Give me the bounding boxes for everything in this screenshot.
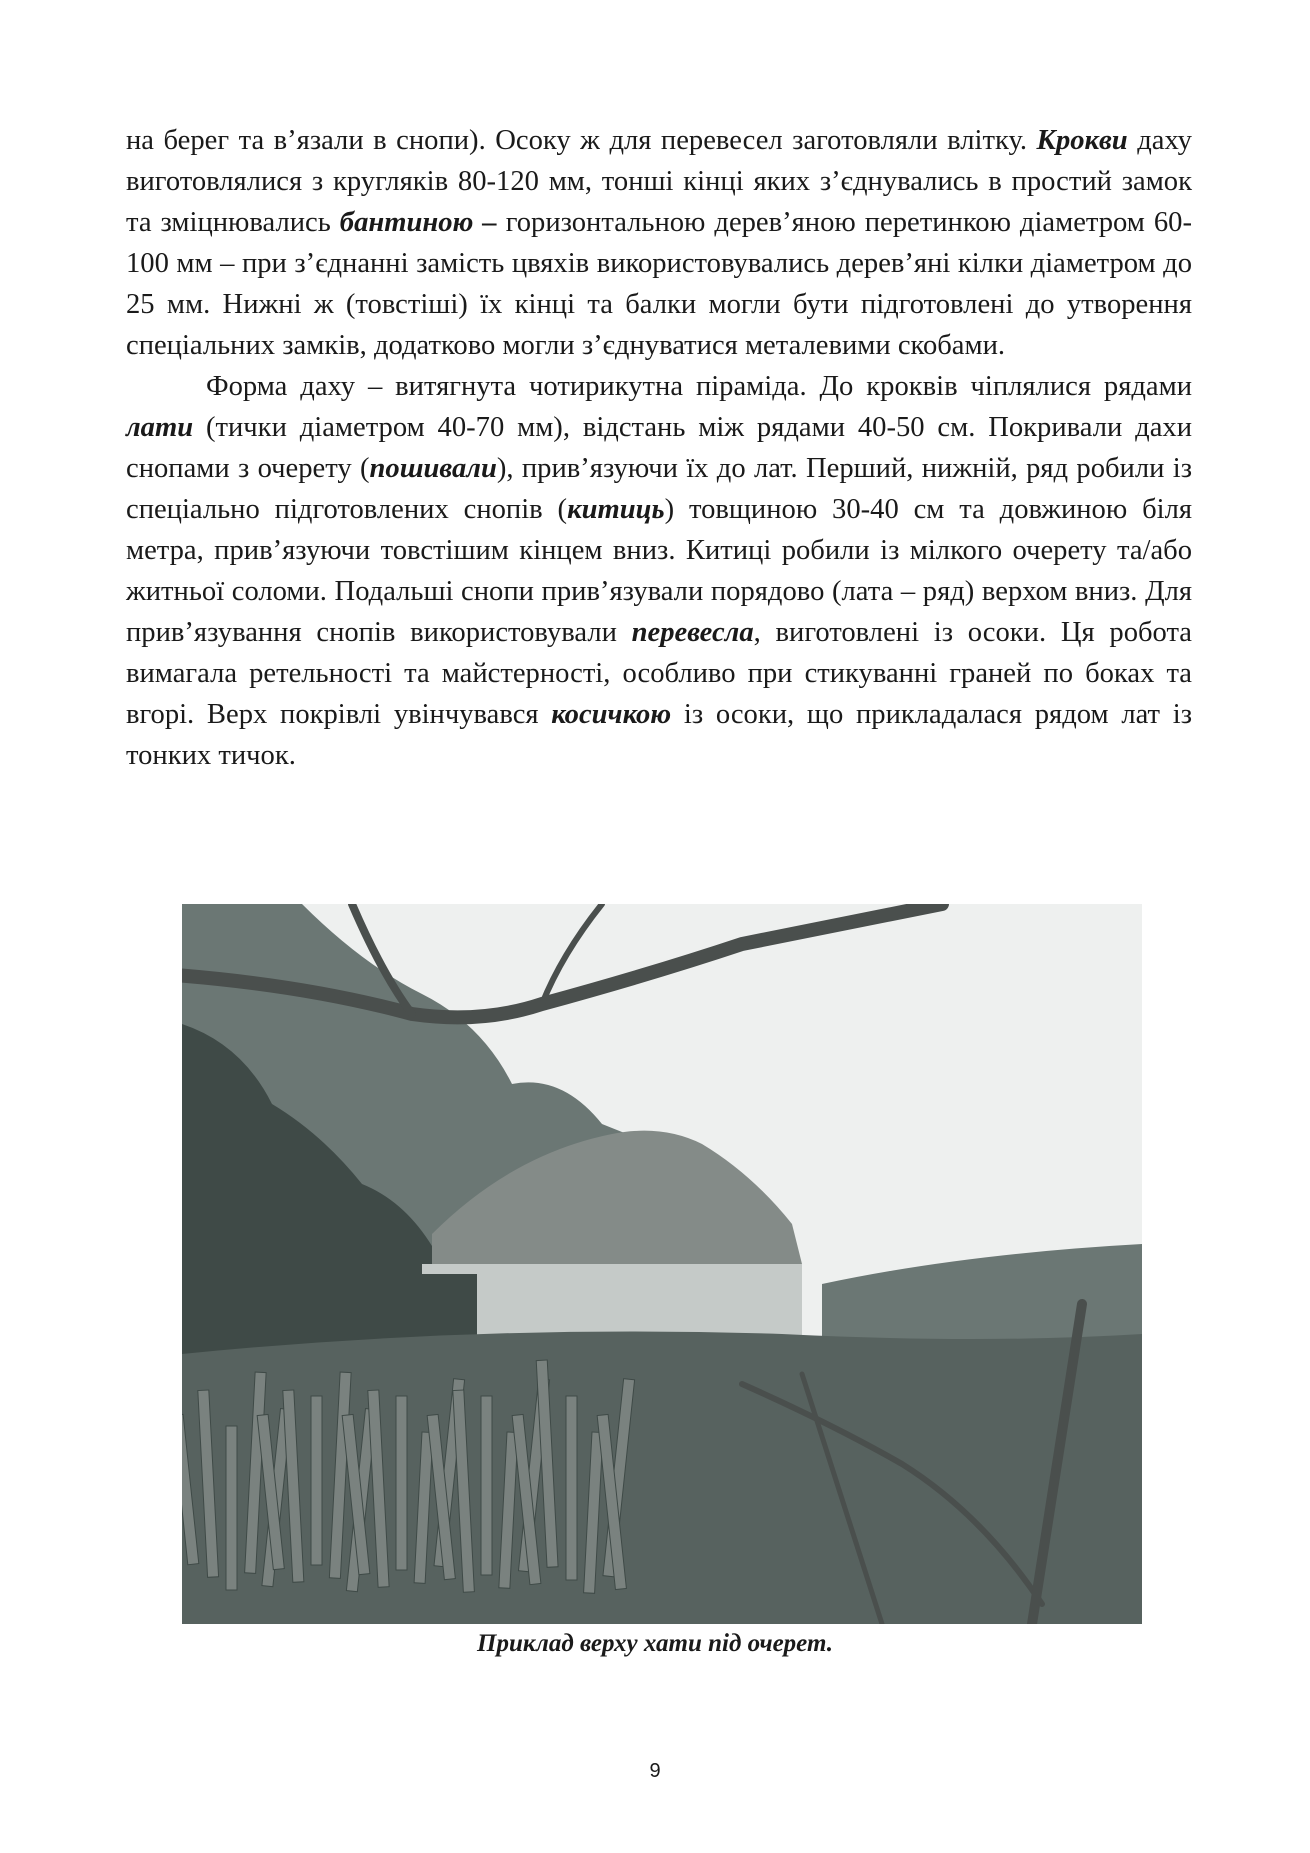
- text-run: даху виготовлялися з кругляків 80-120 мм, тонші кінці яких з’єднувались в простий замок та зміцнювались: [126, 125, 1192, 238]
- term-emphasis: Крокви: [1036, 125, 1128, 156]
- text-run: , виготовлені із осоки. Ця робота вимагала ретельності та майстерності, особливо при стикуванні граней по боках та вгорі. Верх покрівлі увінчувався: [126, 617, 1192, 730]
- paragraph-rafters: [126, 120, 1192, 366]
- photo-illustration: [182, 904, 1142, 1624]
- figure-caption: Приклад верху хати під очерет.: [477, 1630, 833, 1657]
- photo-thatched-house: [182, 904, 1142, 1624]
- fence-picket: [481, 1396, 492, 1575]
- fence-picket: [566, 1396, 577, 1580]
- body-text: [126, 120, 1192, 776]
- text-run: Форма даху – витягнута чотирикутна піраміда. До кроквів чіплялися рядами: [206, 371, 1192, 402]
- term-emphasis: перевесла: [631, 617, 754, 648]
- term-emphasis: бантиною –: [339, 207, 497, 238]
- text-run: на берег та в’язали в снопи). Осоку ж для перевесел заготовляли влітку.: [126, 125, 1037, 156]
- fence-picket: [396, 1396, 407, 1570]
- text-run: (тички діаметром 40-70 мм), відстань між рядами 40-50 см. Покривали дахи снопами з очерету (: [126, 412, 1192, 484]
- text-run: із осоки, що прикладалася рядом лат із тонких тичок.: [126, 699, 1193, 771]
- fence-picket: [226, 1426, 237, 1590]
- text-run: ) товщиною 30-40 см та довжиною біля метра, прив’язуючи товстішим кінцем вниз. Китиці робили із мілкого очерету та/або житньої соломи. Подальші снопи прив’язували порядово (лата – ряд) верхом вниз. Для прив’язування снопів використовували: [126, 494, 1192, 648]
- text-run: горизонтальною дерев’яною перетинкою діаметром 60-100 мм – при з’єднанні замість цвяхів використовувались дерев’яні кілки діаметром до 25 мм. Нижні ж (товстіші) їх кінці та балки могли бути підготовлені до утворення спеціальних замків, додатково могли з’єднуватися металевими скобами.: [126, 207, 1192, 361]
- term-emphasis: лати: [126, 412, 194, 443]
- page-number: 9: [649, 1760, 661, 1782]
- term-emphasis: пошивали: [369, 453, 497, 484]
- text-run: ), прив’язуючи їх до лат. Перший, нижній, ряд робили із спеціально підготовлених снопів (: [126, 453, 1192, 525]
- term-emphasis: косичкою: [551, 699, 672, 730]
- photo-ground: [182, 1332, 1142, 1625]
- fence-picket: [311, 1396, 322, 1565]
- term-emphasis: китиць: [567, 494, 665, 525]
- paragraph-roof-shape: [126, 366, 1192, 776]
